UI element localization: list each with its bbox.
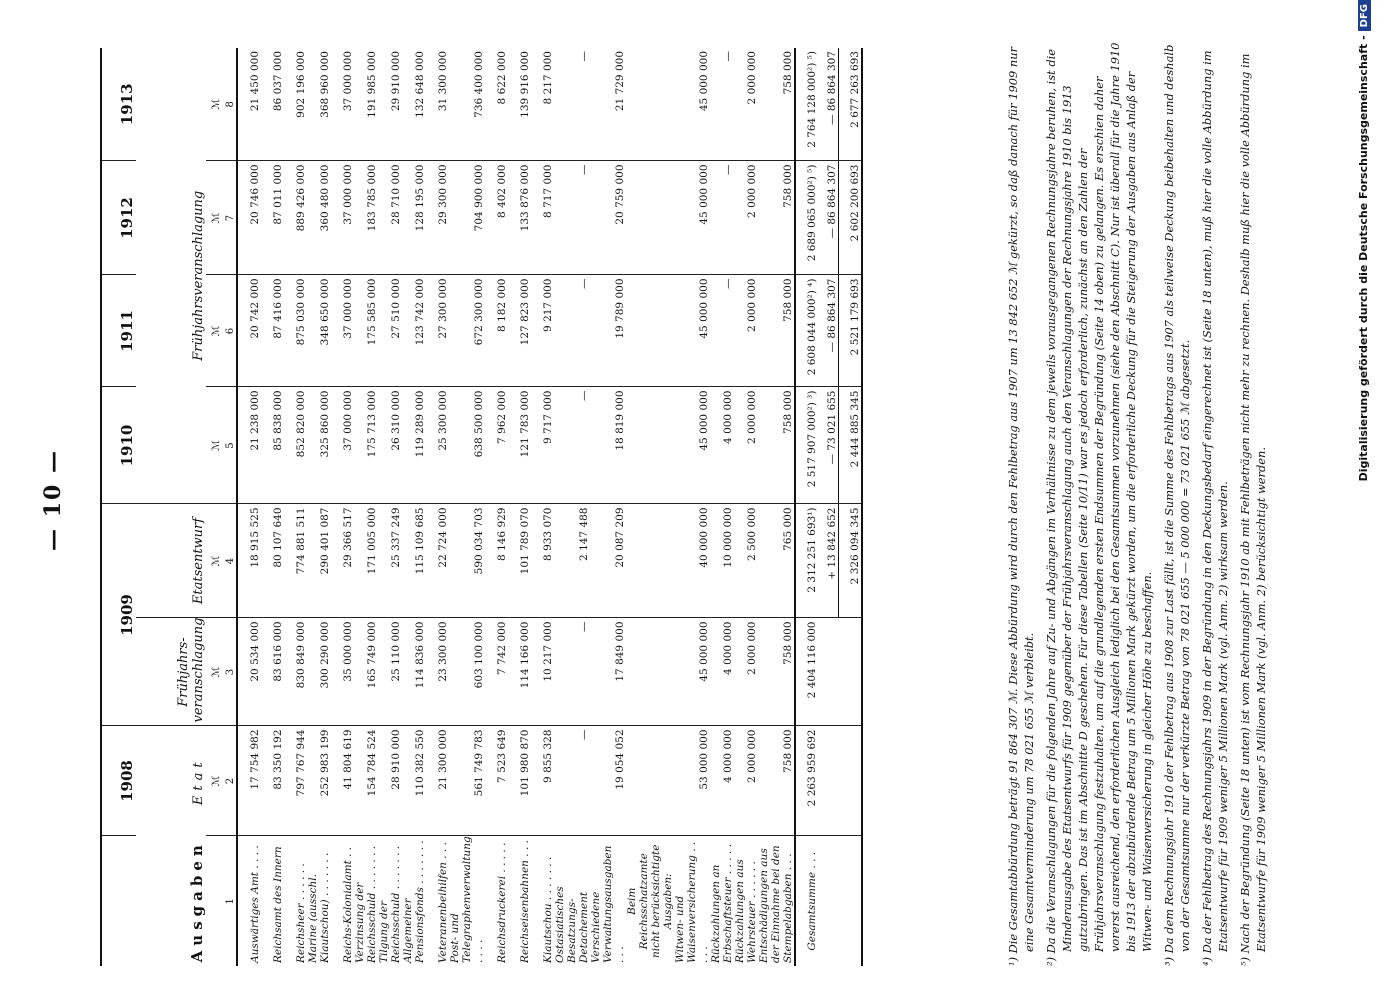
value-cell: 83 616 000 xyxy=(261,618,284,726)
table-row xyxy=(402,48,426,966)
value-cell: 2 000 000 xyxy=(734,161,758,275)
value-cell: 110 382 550 xyxy=(402,726,426,836)
value-cell: 87 011 000 xyxy=(261,161,284,275)
unit-label: ℳ xyxy=(206,161,222,275)
net-total-value: 2 677 263 693 xyxy=(839,48,863,161)
value-cell: 86 037 000 xyxy=(261,48,284,161)
footnote-4: ⁴) Da der Fehlbetrag des Rechnungsjahrs 1909 in der Begründung in den Deckungsbedarf eingerechnet ist (Seite 18 unten), muß hier die volle Abbürdung im Etatsentwurfe für 1909 weniger 5 Millionen Mark (vgl. Anm. 2) wirksam werden. xyxy=(1200,50,1230,966)
value-cell: 765 000 xyxy=(758,504,795,618)
value-cell: 40 000 000 xyxy=(674,504,710,618)
value-cell: 19 054 052 xyxy=(590,726,626,836)
total-value: 2 404 116 000 xyxy=(795,618,818,726)
value-cell: 132 648 000 xyxy=(402,48,426,161)
value-cell: 758 000 xyxy=(758,48,795,161)
value-cell: 758 000 xyxy=(758,161,795,275)
year-1913: 1913 xyxy=(101,48,136,161)
value-cell: 300 290 000 xyxy=(307,618,331,726)
value-cell: 8 146 929 xyxy=(485,504,508,618)
value-cell: 8 622 000 xyxy=(485,48,508,161)
dfg-logo: DFG xyxy=(1358,0,1371,31)
value-cell: 121 783 000 xyxy=(508,387,531,504)
table-row xyxy=(590,48,626,966)
value-cell: 37 000 000 xyxy=(331,275,354,387)
value-cell: 21 450 000 xyxy=(237,48,261,161)
dfg-credit xyxy=(1357,0,1371,1000)
row-label: Verschiedene Verwaltungsausgaben . . . xyxy=(590,845,626,963)
value-cell: 45 000 000 xyxy=(674,387,710,504)
value-cell: 37 000 000 xyxy=(331,161,354,275)
value-cell: 35 000 000 xyxy=(331,618,354,726)
value-cell: 2 000 000 xyxy=(734,387,758,504)
sub-fruehjahrs-1909: Frühjahrs-veranschlagung xyxy=(136,618,206,726)
value-cell: 183 785 000 xyxy=(354,161,378,275)
value-cell: 875 030 000 xyxy=(284,275,307,387)
value-cell: 9 217 000 xyxy=(531,275,554,387)
value-cell: 672 300 000 xyxy=(449,275,485,387)
total-value: 2 608 044 000²) ⁴) xyxy=(795,275,818,387)
value-cell: 22 724 000 xyxy=(426,504,449,618)
value-cell: 7 523 649 xyxy=(485,726,508,836)
value-cell: 41 804 619 xyxy=(331,726,354,836)
net-total-value: 2 326 094 345 xyxy=(839,504,863,618)
adjustment-value: + 13 842 652 xyxy=(818,504,839,618)
value-cell: 25 337 249 xyxy=(378,504,402,618)
value-cell: 114 836 000 xyxy=(402,618,426,726)
value-cell: 25 300 000 xyxy=(426,387,449,504)
table-row xyxy=(734,48,758,966)
value-cell: 8 182 000 xyxy=(485,275,508,387)
adjustment-value: — 86 864 307 xyxy=(818,275,839,387)
value-cell: 902 196 000 xyxy=(284,48,307,161)
year-1912: 1912 xyxy=(101,161,136,275)
value-cell: — xyxy=(710,161,734,275)
table-row xyxy=(354,48,378,966)
value-cell: 53 000 000 xyxy=(674,726,710,836)
value-cell: 20 759 000 xyxy=(590,161,626,275)
col-number: 5 xyxy=(222,387,237,504)
unit-label: ℳ xyxy=(206,504,222,618)
value-cell: 133 876 000 xyxy=(508,161,531,275)
value-cell: 31 300 000 xyxy=(426,48,449,161)
value-cell: 26 310 000 xyxy=(378,387,402,504)
table-row xyxy=(284,48,307,966)
value-cell: 123 742 000 xyxy=(402,275,426,387)
table-row xyxy=(485,48,508,966)
value-cell: 17 754 982 xyxy=(237,726,261,836)
sub-etatsentwurf: Etatsentwurf xyxy=(136,504,206,618)
value-cell: 27 300 000 xyxy=(426,275,449,387)
value-cell: 368 960 000 xyxy=(307,48,331,161)
year-1909: 1909 xyxy=(101,504,136,726)
total-label: Gesamtsumme . . . xyxy=(795,836,818,966)
value-cell: 2 000 000 xyxy=(734,275,758,387)
col-number: 4 xyxy=(222,504,237,618)
value-cell: 4 000 000 xyxy=(710,618,734,726)
value-cell: 25 110 000 xyxy=(378,618,402,726)
col-number: 7 xyxy=(222,161,237,275)
value-cell: — xyxy=(554,387,590,504)
value-cell: 7 742 000 xyxy=(485,618,508,726)
value-cell: 128 195 000 xyxy=(402,161,426,275)
value-cell: 2 147 488 xyxy=(554,504,590,618)
row-label: Allgemeiner Pensionsfonds . . . . . . . xyxy=(402,840,426,963)
sub-etat: Etat xyxy=(191,757,206,806)
value-cell: 758 000 xyxy=(758,618,795,726)
value-cell: 37 000 000 xyxy=(331,48,354,161)
value-cell: 127 823 000 xyxy=(508,275,531,387)
value-cell: 87 416 000 xyxy=(261,275,284,387)
total-value: 2 517 907 000²) ³) xyxy=(795,387,818,504)
value-cell: 603 100 000 xyxy=(449,618,485,726)
col-number: 2 xyxy=(222,726,237,836)
value-cell: 4 000 000 xyxy=(710,387,734,504)
value-cell: 45 000 000 xyxy=(674,275,710,387)
value-cell: 19 789 000 xyxy=(590,275,626,387)
value-cell: 45 000 000 xyxy=(674,161,710,275)
value-cell: — xyxy=(554,48,590,161)
value-cell: 8 933 070 xyxy=(531,504,554,618)
value-cell: — xyxy=(554,275,590,387)
value-cell: 758 000 xyxy=(758,387,795,504)
row-label: Ostasiatisches Besatzungs-Detachement xyxy=(554,886,590,963)
table-row xyxy=(758,48,795,966)
footnote-5: ⁵) Nach der Begründung (Seite 18 unten) ist vom Rechnungsjahr 1910 ab mit Fehlbeträgen nicht mehr zu rechnen. Deshalb muß hier die volle Abbürdung im Etatsentwurfe für 1909 weniger 5 Millionen Mark (vgl. Anm. 2) berücksichtigt werden. xyxy=(1238,53,1268,966)
value-cell: 9 717 000 xyxy=(531,387,554,504)
value-cell: 85 838 000 xyxy=(261,387,284,504)
unit-label: ℳ xyxy=(206,726,222,836)
year-1908: 1908 xyxy=(101,726,136,836)
table-row xyxy=(378,48,402,966)
adjustment-value: — 73 021 655 xyxy=(818,387,839,504)
value-cell: 20 087 209 xyxy=(590,504,626,618)
value-cell: 736 400 000 xyxy=(449,48,485,161)
footnotes xyxy=(1005,36,1275,966)
value-cell: 45 000 000 xyxy=(674,48,710,161)
value-cell: 20 742 000 xyxy=(237,275,261,387)
value-cell: 21 300 000 xyxy=(426,726,449,836)
value-cell: 21 238 000 xyxy=(237,387,261,504)
page-number: — 10 — xyxy=(40,449,66,551)
table-row xyxy=(531,48,554,966)
unit-label: ℳ xyxy=(206,275,222,387)
value-cell: 797 767 944 xyxy=(284,726,307,836)
value-cell: 191 985 000 xyxy=(354,48,378,161)
footnote-1: ¹) Die Gesamtabbürdung beträgt 91 864 307 ℳ. Diese Abbürdung wird durch den Fehlbetrag aus 1907 um 13 842 652 ℳ gekürzt, so daß danach für 1909 nur eine Gesamtverminderung um 78 021 655 ℳ verbleibt. xyxy=(1006,46,1036,966)
row-label: Reichseisenbahnen . . . xyxy=(519,840,531,963)
value-cell: 20 534 000 xyxy=(237,618,261,726)
row-label: Verzinsung der Reichsschuld . . . . . . . xyxy=(354,845,378,963)
value-cell: 2 000 000 xyxy=(734,726,758,836)
value-cell: 758 000 xyxy=(758,275,795,387)
row-label: Reichsheer . . . . . . xyxy=(295,863,307,963)
col-number: 6 xyxy=(222,275,237,387)
unit-label: ℳ xyxy=(206,618,222,726)
value-cell: 2 000 000 xyxy=(734,48,758,161)
adjustment-value: — 86 864 307 xyxy=(818,161,839,275)
value-cell: 101 980 870 xyxy=(508,726,531,836)
table-row xyxy=(554,48,590,966)
row-label: Entschädigungen aus der Einnahme bei den Stempelabgaben . . . xyxy=(758,845,794,963)
value-cell: 8 717 000 xyxy=(531,161,554,275)
table-row xyxy=(261,48,284,966)
unit-label: ℳ xyxy=(206,387,222,504)
value-cell: 80 107 640 xyxy=(261,504,284,618)
value-cell: 175 713 000 xyxy=(354,387,378,504)
row-label: Veteranenbeihilfen . . . xyxy=(437,842,449,963)
value-cell: 139 916 000 xyxy=(508,48,531,161)
value-cell: 83 350 192 xyxy=(261,726,284,836)
row-label: Rückzahlungen an Erbschaftsteuer . . . . . xyxy=(710,844,734,963)
value-cell: 348 650 000 xyxy=(307,275,331,387)
row-label: Reichsamt des Innern xyxy=(272,846,284,963)
col-number: 1 xyxy=(222,836,237,966)
value-cell: 171 005 000 xyxy=(354,504,378,618)
value-cell: 20 746 000 xyxy=(237,161,261,275)
value-cell: — xyxy=(710,48,734,161)
value-cell: 9 855 328 xyxy=(531,726,554,836)
total-value: 2 764 128 000²) ⁵) xyxy=(795,48,818,161)
value-cell: 290 401 087 xyxy=(307,504,331,618)
value-cell: — xyxy=(554,618,590,726)
value-cell: 27 510 000 xyxy=(378,275,402,387)
row-label: Marine (ausschl. Kiautschou) . . . . . . . xyxy=(307,852,331,963)
value-cell: — xyxy=(710,275,734,387)
total-value: 2 689 065 000²) ⁵) xyxy=(795,161,818,275)
value-cell: 8 402 000 xyxy=(485,161,508,275)
table-row xyxy=(710,48,734,966)
value-cell: 29 910 000 xyxy=(378,48,402,161)
value-cell: — xyxy=(554,726,590,836)
row-label: Post- und Telegraphenverwaltung . . . . xyxy=(449,836,485,963)
col-number: 3 xyxy=(222,618,237,726)
table-row xyxy=(508,48,531,966)
value-cell: 115 109 685 xyxy=(402,504,426,618)
unit-label: ℳ xyxy=(206,48,222,161)
footnote-3: ³) Da dem Rechnungsjahr 1910 der Fehlbetrag aus 1908 zur Last fällt, ist die Summe des Fehlbetrags aus 1907 als teilweise Deckung beibehalten und deshalb von der Gesamtsumme nur der verkürzte Betrag von 78 021 655 — 5 000 000 = 73 021 655 ℳ abgesetzt. xyxy=(1162,44,1192,966)
value-cell: 101 789 070 xyxy=(508,504,531,618)
value-cell: 18 915 525 xyxy=(237,504,261,618)
value-cell: 4 000 000 xyxy=(710,726,734,836)
value-cell: 830 849 000 xyxy=(284,618,307,726)
col-number: 8 xyxy=(222,48,237,161)
row-label: Reichs-Kolonialamt . . xyxy=(342,846,354,963)
value-cell: 638 500 000 xyxy=(449,387,485,504)
table-row xyxy=(449,48,485,966)
total-value: 2 312 251 693¹) xyxy=(795,504,818,618)
value-cell: 889 426 000 xyxy=(284,161,307,275)
value-cell: 18 819 000 xyxy=(590,387,626,504)
value-cell: 10 217 000 xyxy=(531,618,554,726)
value-cell: 154 784 524 xyxy=(354,726,378,836)
value-cell: 561 749 783 xyxy=(449,726,485,836)
value-cell: 325 860 000 xyxy=(307,387,331,504)
value-cell: 29 366 517 xyxy=(331,504,354,618)
table-row xyxy=(426,48,449,966)
value-cell: 852 820 000 xyxy=(284,387,307,504)
value-cell: — xyxy=(554,161,590,275)
net-total-value: 2 602 200 693 xyxy=(839,161,863,275)
col-ausgaben-title: Ausgaben xyxy=(188,840,206,963)
value-cell: 175 585 000 xyxy=(354,275,378,387)
value-cell: 28 710 000 xyxy=(378,161,402,275)
table-row xyxy=(237,48,261,966)
row-label: Auswärtiges Amt . . . . xyxy=(249,845,261,963)
row-label: Witwen- und Waisenversicherung . . . . . xyxy=(674,841,710,963)
value-cell: 23 300 000 xyxy=(426,618,449,726)
net-total-value: 2 521 179 693 xyxy=(839,275,863,387)
value-cell: 2 500 000 xyxy=(734,504,758,618)
value-cell: 7 962 000 xyxy=(485,387,508,504)
table-row xyxy=(674,48,710,966)
value-cell: 21 729 000 xyxy=(590,48,626,161)
expenditure-table xyxy=(100,48,863,966)
year-1910: 1910 xyxy=(101,387,136,504)
value-cell: 252 983 199 xyxy=(307,726,331,836)
value-cell: 774 881 511 xyxy=(284,504,307,618)
value-cell: 45 000 000 xyxy=(674,618,710,726)
value-cell: 165 749 000 xyxy=(354,618,378,726)
value-cell: 119 289 000 xyxy=(402,387,426,504)
table-row xyxy=(307,48,331,966)
year-1911: 1911 xyxy=(101,275,136,387)
value-cell: 8 217 000 xyxy=(531,48,554,161)
row-label: Tilgung der Reichsschuld . . . . . . . xyxy=(378,845,402,963)
value-cell: 704 900 000 xyxy=(449,161,485,275)
adjustment-value: — 86 864 307 xyxy=(818,48,839,161)
row-label: Kiautschou . . . . . . . xyxy=(542,856,554,963)
value-cell: 758 000 xyxy=(758,726,795,836)
value-cell: 29 300 000 xyxy=(426,161,449,275)
value-cell: 114 166 000 xyxy=(508,618,531,726)
value-cell: 10 000 000 xyxy=(710,504,734,618)
value-cell: 360 480 000 xyxy=(307,161,331,275)
sub-fruehjahrsveranschlagung: Frühjahrsveranschlagung xyxy=(136,48,206,504)
value-cell: 37 000 000 xyxy=(331,387,354,504)
value-cell: 28 910 000 xyxy=(378,726,402,836)
total-value: 2 263 959 692 xyxy=(795,726,818,836)
value-cell: 590 034 703 xyxy=(449,504,485,618)
value-cell: 2 000 000 xyxy=(734,618,758,726)
value-cell: 17 849 000 xyxy=(590,618,626,726)
table-row xyxy=(331,48,354,966)
net-total-value: 2 444 885 345 xyxy=(839,387,863,504)
subheader: Beim Reichsschatzamte nicht berücksichtigte Ausgaben: xyxy=(626,844,674,958)
row-label: Rückzahlungen aus Wehrsteuer . . . . . . xyxy=(734,859,758,963)
credit-text: Digitalisierung gefördert durch die Deutsche Forschungsgemeinschaft - xyxy=(1357,35,1370,482)
row-label: Reichsdruckerei . . . . . xyxy=(496,842,508,963)
footnote-2: ²) Da die Veranschlagungen für die folgenden Jahre auf Zu- und Abgängen im Verhältnisse zu dem jeweils vorausgegangenen Rechnungsjahre beruhen, ist die Minderausgabe des Etatsentwurfs für 1909 gegenüber der Frühjahrsveranschlagung auch den Veranschlagungen der Rechnungsjahre 1910 bis 1913 gutzubringen. Das ist im Abschnitte D geschehen. Für diese Tabellen (Seite 10/11) war es jedoch erforderlich, zunächst an den Zahlen der Frühjahrsveranschlagung festzuhalten, um auf die grundlegenden ersten Endsummen der Begründung (Seite 14 oben) zu gelangen. Es erschien daher vorerst ausreichend, den erforderlichen Ausgleich lediglich bei den Gesamtsummen vorzunehmen (siehe den Abschnitt C). Nur ist überall für die Jahre 1910 bis 1913 der abzubürdende Betrag um 5 Millionen Mark gekürzt worden, um die erforderliche Deckung für die Steigerung der Ausgaben aus Anlaß der Witwen- und Waisenversicherung in gleicher Höhe zu beschaffen. xyxy=(1044,42,1154,966)
